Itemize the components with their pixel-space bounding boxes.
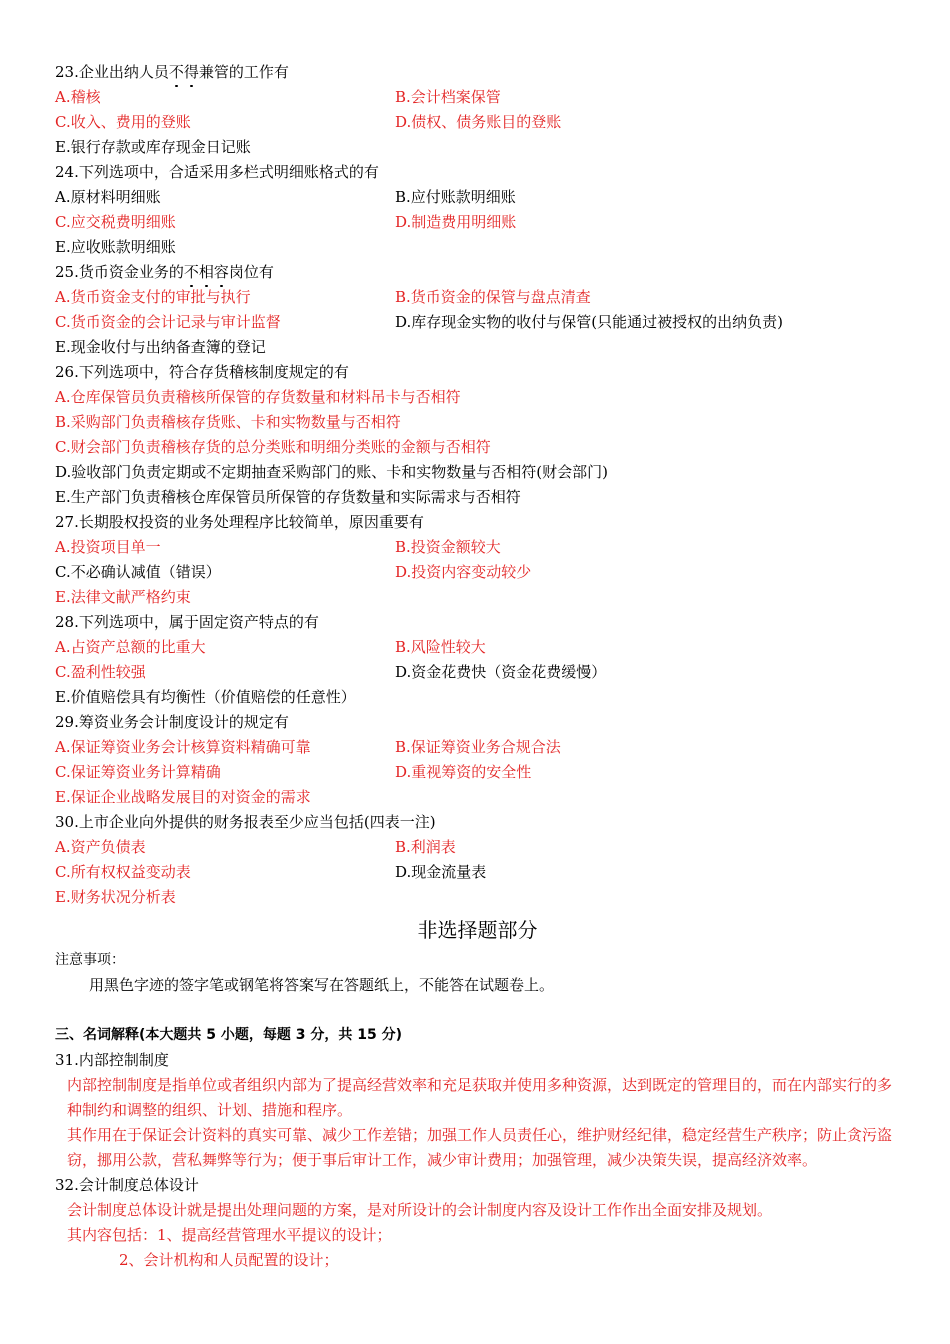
option-d: D.投资内容变动较少 bbox=[395, 563, 532, 581]
option-c: C.收入、费用的登账 bbox=[55, 113, 191, 131]
section-title: 非选择题部分 bbox=[417, 918, 538, 942]
question-28-stem: 28.下列选项中，属于固定资产特点的有 bbox=[55, 613, 319, 631]
answer-32-paragraph-2: 其内容包括：1、提高经营管理水平提议的设计； bbox=[67, 1226, 392, 1244]
option-d: D.库存现金实物的收付与保管(只能通过被授权的出纳负责) bbox=[395, 313, 783, 331]
option-a: A.占资产总额的比重大 bbox=[55, 638, 206, 656]
answer-31-paragraph-1: 内部控制制度是指单位或者组织内部为了提高经营效率和充足获取并使用多种资源，达到既定的管理目的，而在内部实行的多种制约和调整的组织、计划、措施和程序。 bbox=[67, 1076, 893, 1119]
question-25-options-cd bbox=[55, 310, 900, 335]
question-29-options-cd bbox=[55, 760, 900, 785]
question-28-options-cd bbox=[55, 660, 900, 685]
option-c: C.所有权权益变动表 bbox=[55, 863, 191, 881]
answer-32-paragraph-3: 2、会计机构和人员配置的设计； bbox=[119, 1251, 339, 1269]
option-d: D.债权、债务账目的登账 bbox=[395, 113, 562, 131]
option-d: D.制造费用明细账 bbox=[395, 213, 517, 231]
question-24-options-ab bbox=[55, 185, 900, 210]
option-b: B.应付账款明细账 bbox=[395, 188, 516, 206]
emphasis-dot-char: 不 bbox=[169, 60, 184, 85]
exam-page bbox=[55, 60, 900, 1273]
notice-heading: 注意事项： bbox=[55, 952, 125, 968]
question-25-stem: 25.货币资金业务的不相容岗位有 bbox=[55, 260, 900, 285]
option-e: E.财务状况分析表 bbox=[55, 888, 176, 906]
answer-32-paragraph-1: 会计制度总体设计就是提出处理问题的方案，是对所设计的会计制度内容及设计工作作出全面安排及规划。 bbox=[67, 1201, 773, 1219]
option-a: A.原材料明细账 bbox=[55, 188, 161, 206]
emphasis-dot-char: 得 bbox=[184, 60, 199, 85]
question-23-stem: 23.企业出纳人员不得兼管的工作有 bbox=[55, 60, 900, 85]
question-31-stem: 31.内部控制制度 bbox=[55, 1051, 169, 1069]
question-23-options-cd bbox=[55, 110, 900, 135]
spacer bbox=[55, 998, 900, 1023]
option-b: B.利润表 bbox=[395, 838, 456, 856]
question-27-options-cd bbox=[55, 560, 900, 585]
option-d: D.资金花费快（资金花费缓慢） bbox=[395, 663, 607, 681]
option-c: C.货币资金的会计记录与审计监督 bbox=[55, 313, 281, 331]
question-27-options-ab bbox=[55, 535, 900, 560]
option-b: B.投资金额较大 bbox=[395, 538, 501, 556]
option-b: B.货币资金的保管与盘点清查 bbox=[395, 288, 591, 306]
option-e: E.价值赔偿具有均衡性（价值赔偿的任意性） bbox=[55, 688, 356, 706]
option-e: E.法律文献严格约束 bbox=[55, 588, 191, 606]
option-c: C.应交税费明细账 bbox=[55, 213, 176, 231]
option-a: A.仓库保管员负责稽核所保管的存货数量和材料吊卡与否相符 bbox=[55, 388, 461, 406]
question-30-stem: 30.上市企业向外提供的财务报表至少应当包括(四表一注) bbox=[55, 813, 436, 831]
option-e: E.保证企业战略发展目的对资金的需求 bbox=[55, 788, 311, 806]
option-d: D.现金流量表 bbox=[395, 863, 487, 881]
question-28-options-ab bbox=[55, 635, 900, 660]
question-29-options-ab bbox=[55, 735, 900, 760]
option-a: A.投资项目单一 bbox=[55, 538, 161, 556]
option-b: B.采购部门负责稽核存货账、卡和实物数量与否相符 bbox=[55, 413, 401, 431]
option-a: A.保证筹资业务会计核算资料精确可靠 bbox=[55, 738, 311, 756]
option-c: C.盈利性较强 bbox=[55, 663, 146, 681]
option-e: E.银行存款或库存现金日记账 bbox=[55, 138, 251, 156]
notice-body: 用黑色字迹的签字笔或钢笔将答案写在答题纸上，不能答在试题卷上。 bbox=[89, 976, 555, 994]
question-24-options-cd bbox=[55, 210, 900, 235]
option-e: E.生产部门负责稽核仓库保管员所保管的存货数量和实际需求与否相符 bbox=[55, 488, 521, 506]
answer-31-paragraph-2: 其作用在于保证会计资料的真实可靠、减少工作差错；加强工作人员责任心，维护财经纪律，稳定经营生产秩序；防止贪污盗窃，挪用公款，营私舞弊等行为；便于事后审计工作，减少审计费用；加强管理，减少决策失误，提高经济效率。 bbox=[67, 1126, 893, 1169]
option-e: E.应收账款明细账 bbox=[55, 238, 176, 256]
option-c: C.保证筹资业务计算精确 bbox=[55, 763, 221, 781]
option-b: B.风险性较大 bbox=[395, 638, 486, 656]
question-27-stem: 27.长期股权投资的业务处理程序比较简单，原因重要有 bbox=[55, 513, 424, 531]
option-d: D.重视筹资的安全性 bbox=[395, 763, 532, 781]
option-a: A.资产负债表 bbox=[55, 838, 146, 856]
option-b: B.保证筹资业务合规合法 bbox=[395, 738, 561, 756]
option-a: A.货币资金支付的审批与执行 bbox=[55, 288, 251, 306]
part-three-heading: 三、名词解释(本大题共 5 小题，每题 3 分，共 15 分) bbox=[55, 1027, 403, 1043]
option-b: B.会计档案保管 bbox=[395, 88, 501, 106]
option-a: A.稽核 bbox=[55, 88, 101, 106]
question-29-stem: 29.筹资业务会计制度设计的规定有 bbox=[55, 713, 289, 731]
option-c: C.财会部门负责稽核存货的总分类账和明细分类账的金额与否相符 bbox=[55, 438, 491, 456]
option-e: E.现金收付与出纳备查簿的登记 bbox=[55, 338, 266, 356]
question-24-stem: 24.下列选项中，合适采用多栏式明细账格式的有 bbox=[55, 163, 379, 181]
emphasis-dot-char: 不 bbox=[184, 260, 199, 285]
question-32-stem: 32.会计制度总体设计 bbox=[55, 1176, 199, 1194]
option-d: D.验收部门负责定期或不定期抽查采购部门的账、卡和实物数量与否相符(财会部门) bbox=[55, 463, 608, 481]
question-30-options-cd bbox=[55, 860, 900, 885]
option-c: C.不必确认减值（错误） bbox=[55, 563, 221, 581]
emphasis-dot-char: 相 bbox=[199, 260, 214, 285]
emphasis-dot-char: 容 bbox=[214, 260, 229, 285]
question-25-options-ab bbox=[55, 285, 900, 310]
question-30-options-ab bbox=[55, 835, 900, 860]
question-23-options-ab bbox=[55, 85, 900, 110]
question-26-stem: 26.下列选项中，符合存货稽核制度规定的有 bbox=[55, 363, 349, 381]
